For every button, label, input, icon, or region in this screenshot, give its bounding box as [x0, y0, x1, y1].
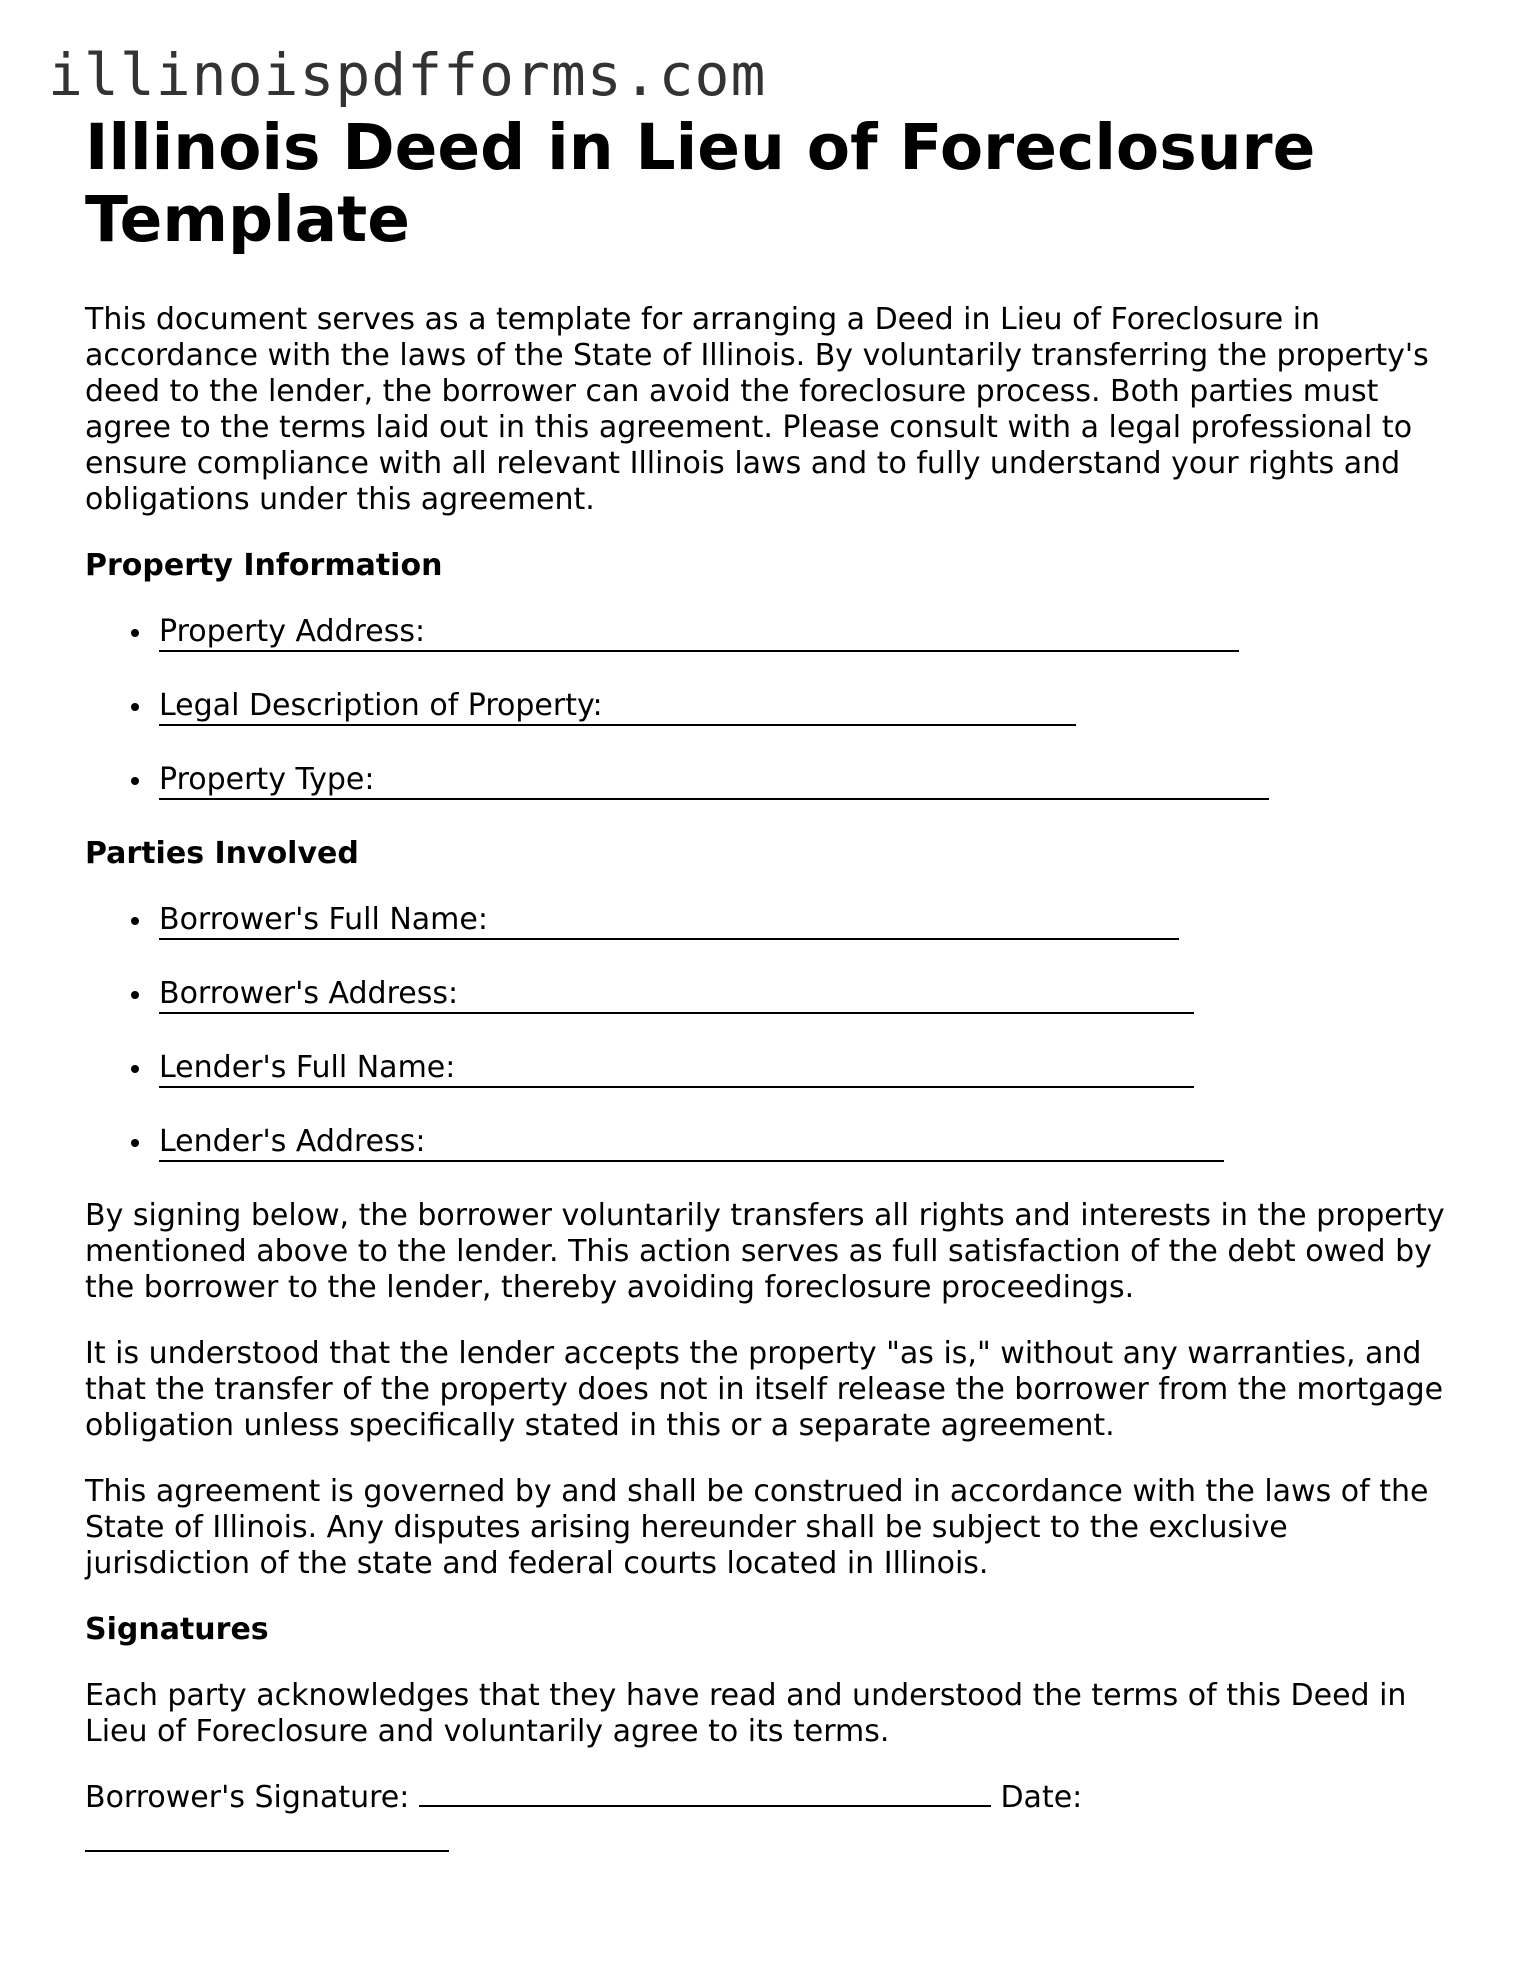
- lender-address-line[interactable]: [159, 1160, 1224, 1162]
- lender-name-field: [159, 1050, 1455, 1088]
- lender-address-label: Lender's Address:: [159, 1124, 426, 1159]
- date-label: Date:: [1000, 1780, 1083, 1815]
- date-line[interactable]: [85, 1850, 449, 1852]
- borrower-address-label: Borrower's Address:: [159, 976, 459, 1011]
- borrower-name-label: Borrower's Full Name:: [159, 902, 488, 937]
- borrower-name-line[interactable]: [159, 938, 1179, 940]
- acknowledgement-paragraph: Each party acknowledges that they have read and understood the terms of this Deed in Lieu of Foreclosure and voluntarily agree to its terms.: [85, 1678, 1407, 1749]
- parties-involved-heading: Parties Involved: [85, 836, 359, 871]
- site-watermark: illinoispdfforms.com: [48, 41, 767, 109]
- borrower-name-field: [159, 902, 1455, 940]
- signatures-heading: Signatures: [85, 1612, 269, 1647]
- parties-fields-list: [85, 902, 1455, 1162]
- intro-paragraph: This document serves as a template for arranging a Deed in Lieu of Foreclosure in accordance with the laws of the State of Illinois. By voluntarily transferring the property's deed to the lender, the borrower can avoid the foreclosure process. Both parties must agree to the terms laid out in this agreement. Please consult with a legal professional to ensure compliance with all relevant Illinois laws and to fully understand your rights and obligations under this agreement.: [85, 302, 1429, 517]
- property-type-field: [159, 762, 1455, 800]
- as-is-paragraph: It is understood that the lender accepts the property "as is," without any warranties, and that the transfer of the property does not in itself release the borrower from the mortgage obligation unless specifically stated in this or a separate agreement.: [85, 1336, 1444, 1443]
- document-title: Illinois Deed in Lieu of Foreclosure Template: [85, 111, 1316, 256]
- borrower-address-field: [159, 976, 1455, 1014]
- property-address-line[interactable]: [159, 650, 1239, 652]
- borrower-signature-label: Borrower's Signature:: [85, 1780, 410, 1815]
- legal-description-field: [159, 688, 1455, 726]
- legal-description-label: Legal Description of Property:: [159, 688, 603, 723]
- borrower-address-line[interactable]: [159, 1012, 1194, 1014]
- lender-name-label: Lender's Full Name:: [159, 1050, 456, 1085]
- transfer-paragraph: By signing below, the borrower voluntarily transfers all rights and interests in the property mentioned above to the lender. This action serves as full satisfaction of the debt owed by the borrower to the lender, thereby avoiding foreclosure proceedings.: [85, 1198, 1445, 1305]
- property-type-line[interactable]: [159, 798, 1269, 800]
- governing-law-paragraph: This agreement is governed by and shall be construed in accordance with the laws of the State of Illinois. Any disputes arising hereunder shall be subject to the exclusive jurisdiction of the state and federal courts located in Illinois.: [85, 1474, 1429, 1581]
- property-address-label: Property Address:: [159, 614, 426, 649]
- document-body: [85, 112, 1455, 1852]
- property-information-heading: Property Information: [85, 548, 443, 583]
- legal-description-line[interactable]: [159, 724, 1076, 726]
- borrower-signature-row: [85, 1780, 1455, 1852]
- lender-address-field: [159, 1124, 1455, 1162]
- property-type-label: Property Type:: [159, 762, 375, 797]
- borrower-signature-line[interactable]: [419, 1805, 991, 1807]
- property-address-field: [159, 614, 1455, 652]
- property-fields-list: [85, 614, 1455, 800]
- lender-name-line[interactable]: [159, 1086, 1194, 1088]
